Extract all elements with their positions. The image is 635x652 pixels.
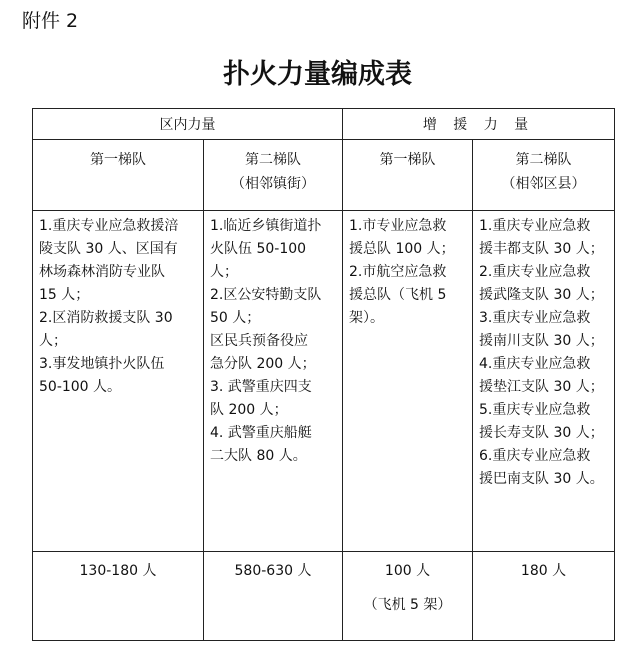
total-cell [204,552,343,641]
detail-line: 架）。 [349,310,384,326]
total-cell [33,552,204,641]
detail-row [33,211,615,552]
echelon-label: 第二梯队 [245,152,301,168]
detail-line: 15 人； [39,287,90,303]
echelon-header-cell [204,140,343,211]
detail-line: 5.重庆专业应急救 [479,402,591,418]
detail-line: 4.重庆专业应急救 [479,356,591,372]
attachment-label: 附件 2 [22,10,79,32]
detail-line: 陵支队 30 人、区国有 [39,241,178,257]
group-header-local: 区内力量 [33,109,343,140]
total-value: 130-180 人 [79,563,157,579]
echelon-label: 第二梯队 [515,152,572,168]
detail-line: 急分队 200 人； [210,356,316,372]
detail-line: 2.重庆专业应急救 [479,264,591,280]
detail-line: 50 人； [210,310,261,326]
detail-line: 援长寿支队 30 人； [479,425,604,441]
group-header-reinforcement: 增 援 力 量 [343,109,615,140]
detail-line: 援武隆支队 30 人； [479,287,604,303]
detail-cell [204,211,343,552]
echelon-header-cell [343,140,473,211]
total-row [33,552,615,641]
detail-line: 火队伍 50-100 [210,241,307,257]
detail-line: 队 200 人； [210,402,288,418]
detail-cell [473,211,615,552]
detail-line: 援南川支队 30 人； [479,333,604,349]
detail-line: 3.重庆专业应急救 [479,310,591,326]
total-value: 180 人 [520,563,567,579]
detail-line: 50-100 人。 [39,379,122,395]
detail-line: 援垫江支队 30 人； [479,379,604,395]
echelon-note: （相邻区县） [501,176,586,192]
detail-line: 3. 武警重庆四支 [210,379,312,395]
detail-line: 1.临近乡镇街道扑 [210,218,322,234]
echelon-label: 第一梯队 [379,152,436,168]
detail-line: 援巴南支队 30 人。 [479,471,604,487]
detail-line: 区民兵预备役应 [210,333,308,349]
detail-line: 6.重庆专业应急救 [479,448,591,464]
detail-line: 1.市专业应急救 [349,218,447,234]
detail-line: 2.市航空应急救 [349,264,447,280]
detail-line: 2.区消防救援支队 30 [39,310,173,326]
document-title: 扑火力量编成表 [223,59,412,90]
detail-cell [343,211,473,552]
detail-line: 援总队 100 人； [349,241,455,257]
detail-line: 援总队（飞机 5 [349,287,447,303]
detail-line: 1.重庆专业应急救 [479,218,591,234]
detail-line: 1.重庆专业应急救援涪 [39,218,179,234]
echelon-header-cell [473,140,615,211]
echelon-note: （相邻镇街） [231,176,315,192]
detail-line: 3.事发地镇扑火队伍 [39,356,165,372]
total-value: 100 人 [384,563,431,579]
total-cell [473,552,615,641]
force-composition-table [32,108,615,641]
detail-cell [33,211,204,552]
detail-line: 2.区公安特勤支队 [210,287,322,303]
detail-line: 援丰都支队 30 人； [479,241,604,257]
detail-line: 人； [210,264,238,280]
echelon-header-cell [33,140,204,211]
detail-line: 林场森林消防专业队 [39,264,165,280]
detail-line: 人； [39,333,67,349]
total-value: 580-630 人 [234,563,312,579]
echelon-header-row [33,140,615,211]
detail-line: 4. 武警重庆船艇 [210,425,312,441]
total-cell [343,552,473,641]
group-header-row [33,109,615,140]
detail-line: 二大队 80 人。 [210,448,307,464]
echelon-label: 第一梯队 [90,152,146,168]
total-sub-value: （飞机 5 架） [363,597,452,613]
